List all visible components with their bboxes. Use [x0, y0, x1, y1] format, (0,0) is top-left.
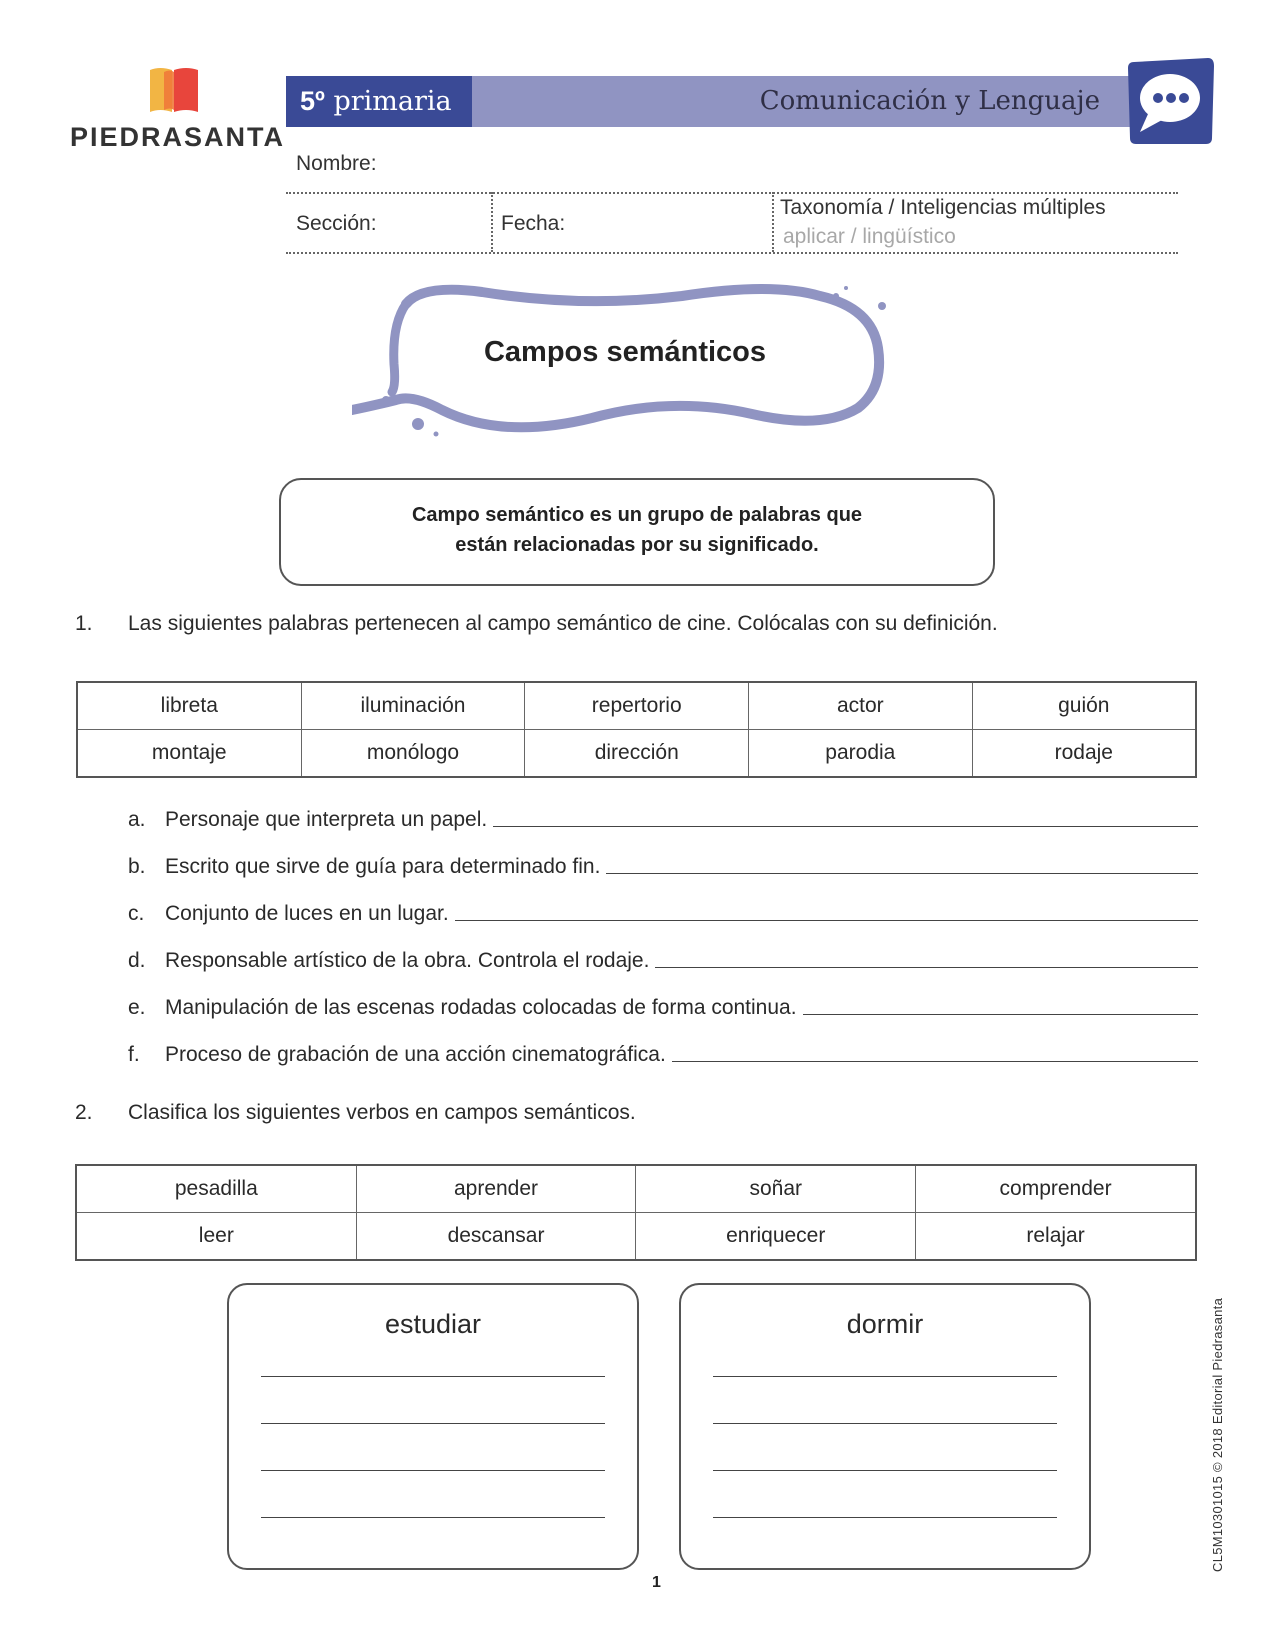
word-cell: pesadilla [76, 1165, 356, 1213]
answer-line[interactable] [713, 1470, 1057, 1471]
table-row [77, 682, 1196, 730]
category-box-estudiar [227, 1283, 639, 1570]
answer-line[interactable] [803, 1014, 1198, 1015]
speech-bubble-icon [1124, 58, 1216, 150]
taxonomy-label: Taxonomía / Inteligencias múltiples [780, 196, 1106, 219]
answer-line[interactable] [606, 873, 1198, 874]
verb-bank-table [75, 1164, 1197, 1261]
word-cell: aprender [356, 1165, 636, 1213]
form-divider [286, 252, 1178, 254]
word-cell: repertorio [525, 682, 749, 730]
item-text: Responsable artístico de la obra. Controla el rodaje. [165, 949, 650, 972]
item-letter: a. [128, 808, 146, 831]
answer-line[interactable] [493, 826, 1198, 827]
grade-word: primaria [333, 86, 452, 117]
page-title: Campos semánticos [483, 336, 767, 368]
list-item [128, 943, 1198, 973]
table-row [77, 730, 1196, 778]
question-number: 2. [75, 1101, 93, 1124]
definition-line: están relacionadas por su significado. [455, 534, 819, 556]
list-item [128, 849, 1198, 879]
item-letter: f. [128, 1043, 140, 1066]
answer-line[interactable] [713, 1423, 1057, 1424]
form-divider [772, 192, 774, 252]
section-field-label: Sección: [296, 212, 377, 235]
word-cell: parodia [749, 730, 973, 778]
word-cell: guión [972, 682, 1196, 730]
subject-title: Comunicación y Lenguaje [472, 76, 1132, 127]
answer-line[interactable] [672, 1061, 1198, 1062]
definition-box [279, 478, 995, 586]
word-cell: monólogo [301, 730, 525, 778]
list-item [128, 896, 1198, 926]
item-letter: b. [128, 855, 146, 878]
list-item [128, 802, 1198, 832]
word-cell: rodaje [972, 730, 1196, 778]
table-row [76, 1213, 1196, 1261]
answer-line[interactable] [261, 1470, 605, 1471]
copyright-notice: CL5M10301015 © 2018 Editorial Piedrasanta [1210, 1297, 1225, 1572]
word-cell: dirección [525, 730, 749, 778]
question-number: 1. [75, 612, 93, 635]
taxonomy-value: aplicar / lingüístico [783, 225, 956, 248]
category-title: estudiar [384, 1309, 482, 1339]
item-text: Escrito que sirve de guía para determinado fin. [165, 855, 601, 878]
answer-line[interactable] [261, 1376, 605, 1377]
item-text: Personaje que interpreta un papel. [165, 808, 488, 831]
list-item [128, 1037, 1198, 1067]
answer-line[interactable] [713, 1517, 1057, 1518]
word-cell: comprender [916, 1165, 1196, 1213]
grade-number: 5º [300, 86, 325, 116]
grade-label [286, 76, 472, 127]
word-cell: descansar [356, 1213, 636, 1261]
answer-line[interactable] [713, 1376, 1057, 1377]
word-cell: actor [749, 682, 973, 730]
word-cell: libreta [77, 682, 301, 730]
word-bank-table [76, 681, 1197, 778]
answer-line[interactable] [261, 1517, 605, 1518]
item-text: Proceso de grabación de una acción cinematográfica. [165, 1043, 666, 1066]
word-cell: soñar [636, 1165, 916, 1213]
name-field-label: Nombre: [296, 152, 377, 175]
word-cell: enriquecer [636, 1213, 916, 1261]
definition-line: Campo semántico es un grupo de palabras que [411, 504, 863, 526]
item-text: Manipulación de las escenas rodadas colocadas de forma continua. [165, 996, 797, 1019]
answer-line[interactable] [455, 920, 1198, 921]
word-cell: iluminación [301, 682, 525, 730]
date-field-label: Fecha: [501, 212, 566, 235]
word-cell: montaje [77, 730, 301, 778]
list-item [128, 990, 1198, 1020]
answer-line[interactable] [655, 967, 1198, 968]
question-prompt: Las siguientes palabras pertenecen al campo semántico de cine. Colócalas con su definición. [128, 612, 998, 635]
item-letter: c. [128, 902, 145, 925]
category-box-dormir [679, 1283, 1091, 1570]
table-row [76, 1165, 1196, 1213]
answer-line[interactable] [261, 1423, 605, 1424]
brand-logo-text: PIEDRASANTA [70, 122, 286, 152]
page-number: 1 [652, 1574, 661, 1591]
item-letter: e. [128, 996, 146, 1019]
category-title: dormir [846, 1309, 924, 1339]
item-letter: d. [128, 949, 146, 972]
form-divider [286, 192, 1178, 194]
form-divider [491, 192, 493, 252]
item-text: Conjunto de luces en un lugar. [165, 902, 449, 925]
question-prompt: Clasifica los siguientes verbos en campos semánticos. [128, 1101, 636, 1124]
logo-books-icon [148, 66, 200, 118]
word-cell: relajar [916, 1213, 1196, 1261]
word-cell: leer [76, 1213, 356, 1261]
